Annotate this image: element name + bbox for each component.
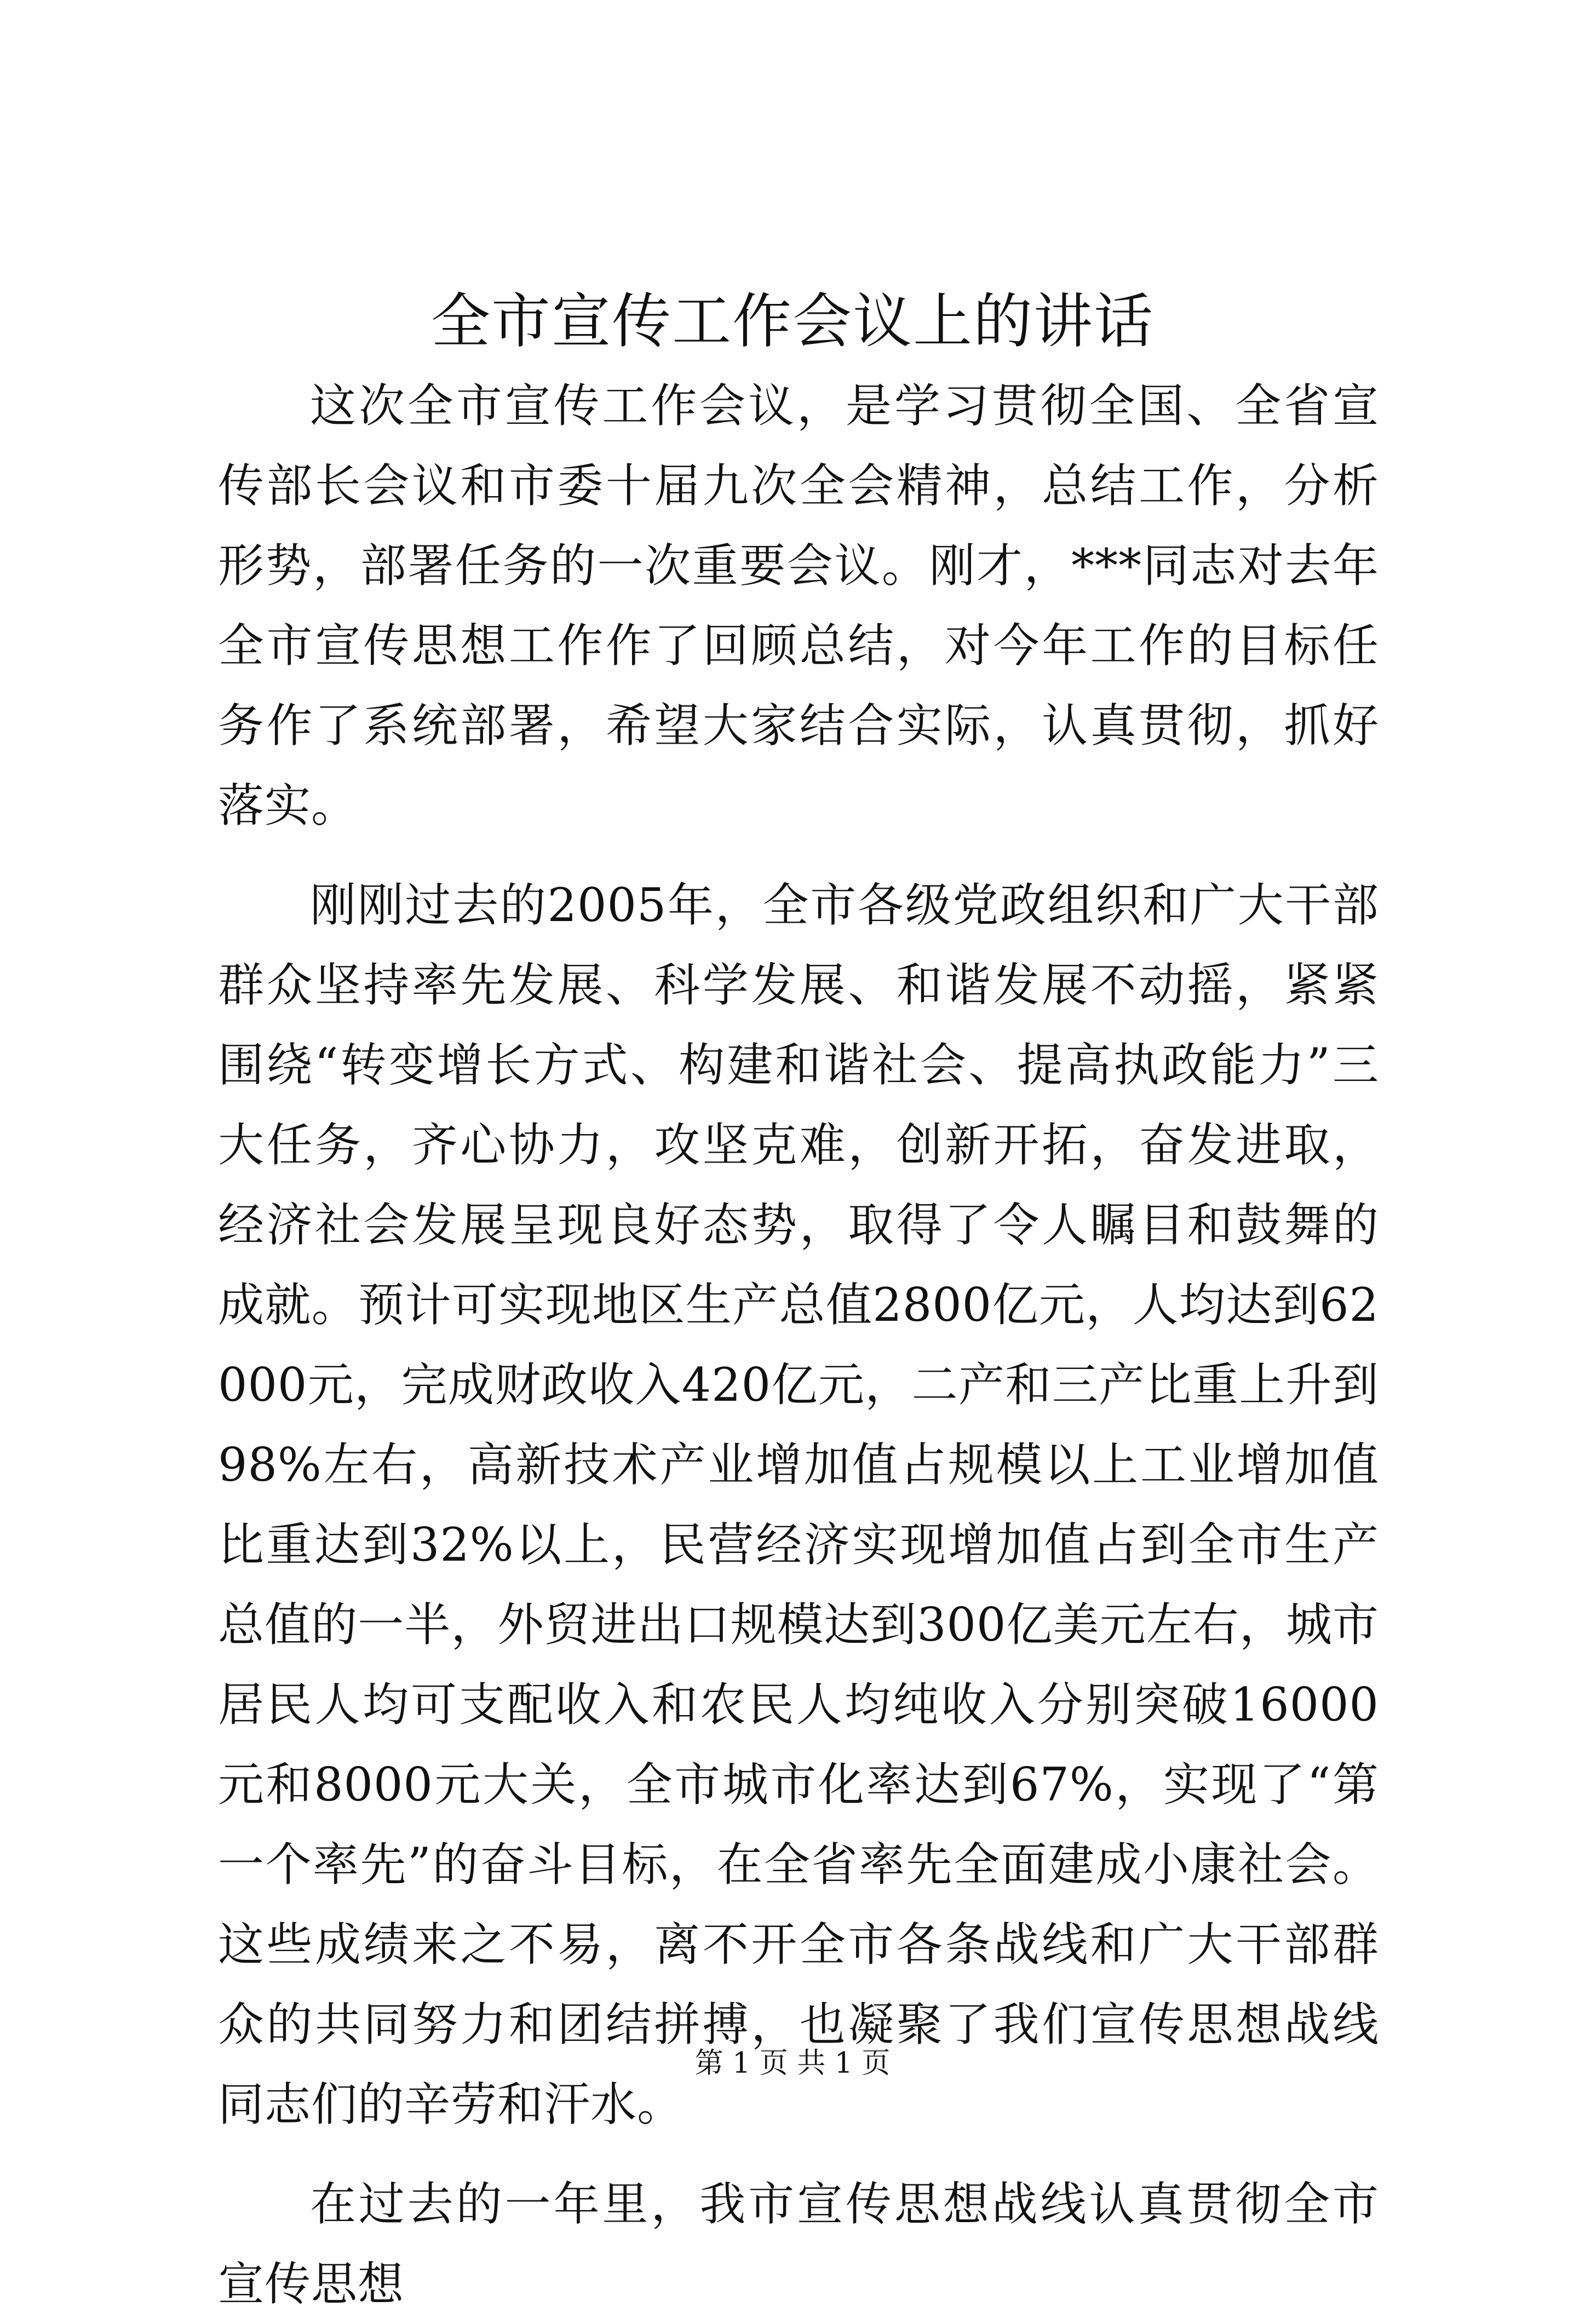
paragraph-2: 刚刚过去的2005年，全市各级党政组织和广大干部群众坚持率先发展、科学发展、和谐发展不动摇，紧紧围绕“转变增长方式、构建和谐社会、提高执政能力”三大任务，齐心协力，攻坚克难，创新开拓，奋发进取，经济社会发展呈现良好态势，取得了令人瞩目和鼓舞的成就。预计可实现地区生产总值2800亿元，人均达到62000元，完成财政收入420亿元，二产和三产比重上升到98%左右，高新技术产业增加值占规模以上工业增加值比重达到32%以上，民营经济实现增加值占到全市生产总值的一半，外贸进出口规模达到300亿美元左右，城市居民人均可支配收入和农民人均纯收入分别突破16000元和8000元大关，全市城市化率达到67%，实现了“第一个率先”的奋斗目标，在全省率先全面建成小康社会。这些成绩来之不易，离不开全市各条战线和广大干部群众的共同努力和团结拼搏，也凝聚了我们宣传思想战线同志们的辛劳和汗水。 [218,878,1379,2131]
paragraph-3: 在过去的一年里，我市宣传思想战线认真贯彻全市宣传思想 [218,2177,1379,2311]
document-title: 全市宣传工作会议上的讲话 [430,287,1154,356]
page-footer: 第 1 页 共 1 页 [694,2047,891,2080]
document-body [218,366,1379,2324]
paragraph-1: 这次全市宣传工作会议，是学习贯彻全国、全省宣传部长会议和市委十届九次全会精神，总结工作，分析形势，部署任务的一次重要会议。刚才，***同志对去年全市宣传思想工作作了回顾总结，对今年工作的目标任务作了系统部署，希望大家结合实际，认真贯彻，抓好落实。 [218,379,1379,832]
